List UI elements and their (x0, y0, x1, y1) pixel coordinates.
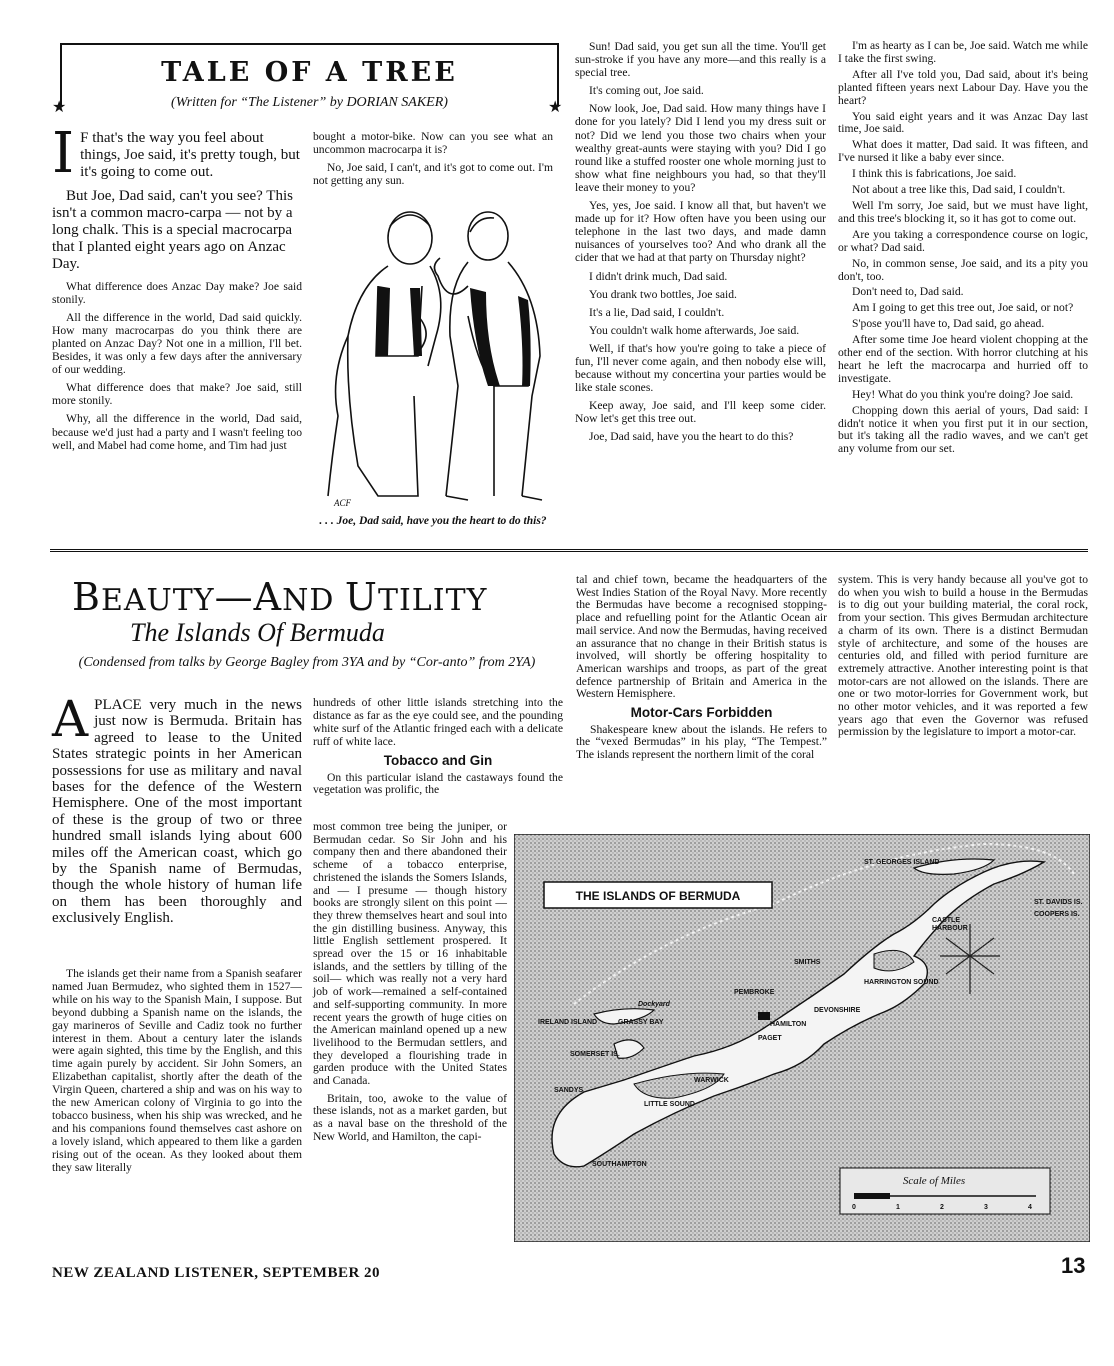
map-scale-label: Scale of Miles (902, 1175, 966, 1187)
beauty-subtitle: The Islands Of Bermuda (130, 618, 385, 647)
tale-byline: (Written for “The Listener” by DORIAN SAKER) (171, 95, 448, 110)
map-label-little-sound: LITTLE SOUND (644, 1101, 695, 1108)
paragraph: After some time Joe heard violent chopping at the other end of the section. With horror clutching at his heart he left the macrocarpa and hurried off to investigate. (838, 333, 1088, 385)
map-title: THE ISLANDS OF BERMUDA (575, 889, 741, 903)
paragraph: Hey! What do you think you're doing? Joe said. (852, 387, 1074, 401)
paragraph: Keep away, Joe said, and I'll keep some cider. Now let's get this tree out. (575, 399, 826, 426)
map-label-harbour: HARBOUR (932, 925, 968, 932)
paragraph: Am I going to get this tree out, Joe said, or not? (852, 301, 1074, 315)
beauty-column-4 (838, 574, 1088, 744)
paragraph: PLACE very much in the news just now is Bermuda. Britain has agreed to lease to the United States strategic points in her American possessions for use as military and naval bases for the defence of the Western Hemisphere. One of the most important of these is the group of two or three hundred small islands lying about 600 miles off the American coast, which go by the Spanish name of Bermudas, though the whole history of human life on them has been thoroughly and exclusively English. (52, 697, 302, 927)
map-label-harrington-sound: HARRINGTON SOUND (864, 979, 939, 986)
paragraph: Don't need to, Dad said. (852, 285, 964, 299)
paragraph: F that's the way you feel about things, Joe said, it's pretty tough, but it's going to come out. (80, 130, 300, 181)
paragraph: I didn't drink much, Dad said. (589, 269, 728, 283)
paragraph: After all I've told you, Dad said, about it's being planted fifteen years next Labour Day. Have you the heart? (838, 67, 1088, 107)
map-label-warwick: WARWICK (694, 1077, 729, 1084)
map-label-hamilton: HAMILTON (770, 1021, 807, 1028)
map-scale-tick: 3 (984, 1204, 988, 1211)
map-label-grassy-bay: GRASSY BAY (618, 1019, 664, 1026)
beauty-column-1 (52, 968, 302, 1180)
star-icon: ★ (548, 99, 563, 116)
section-divider (50, 549, 1088, 554)
paragraph: I'm as hearty as I can be, Joe said. Watch me while I take the first swing. (838, 39, 1088, 65)
subhead-tobacco-and-gin: Tobacco and Gin (383, 752, 493, 768)
paragraph: I think this is fabrications, Joe said. (852, 167, 1017, 181)
beauty-dropcap: A (52, 690, 89, 748)
illustration-two-men (318, 196, 550, 514)
paragraph: hundreds of other little islands stretching into the distance as far as the eye could see, and the pounding white surf of the Atlantic fringed each with a delicate ruff of white lace. (313, 696, 563, 748)
paragraph: On this particular island the castaways found the vegetation was prolific, the (313, 770, 563, 797)
artist-signature: ACF (334, 498, 351, 508)
paragraph: You said eight years and it was Anzac Day last time, Joe said. (838, 109, 1088, 136)
tale-title: TALE OF A TREE (161, 57, 458, 88)
map-label-paget: PAGET (758, 1035, 782, 1042)
page-number: 13 (1061, 1253, 1086, 1278)
paragraph: It's a lie, Dad said, I couldn't. (589, 305, 725, 319)
map-label-dockyard: Dockyard (638, 1001, 670, 1008)
map-label-st-georges: ST. GEORGES ISLAND (864, 859, 940, 866)
map-scale-tick: 1 (896, 1204, 900, 1211)
paragraph: most common tree being the juniper, or Bermudan cedar. So Sir John and his company then and there abandoned their scheme of a tobacco enterprise, christened the islands the Somers Islands, and — I presume — though history books are strongly silent on this point —they threw themselves heart and soul into the gin distilling business. Anyway, this little English settlement prospered. It spread over the 15 or 16 inhabitable islands, and the settlers by tilling of the soil— which was really not a very hard job of work—remained a self-contained and self-supporting community. In more recent years the growth of huge cities on the American mainland opened up a new livelihood to the Bermudan settlers, and they developed a flourishing trade in garden produce with the United States and Canada. (313, 820, 507, 1088)
paragraph: Are you taking a correspondence course on logic, or what? Dad said. (838, 227, 1088, 254)
title-part: EAUTY (100, 583, 215, 618)
paragraph: system. This is very handy because all you've got to do when you wish to build a house in the Bermudas is to dig out your building material, the coral rock, from your section. This gives Bermudan architecture a charm of its own. There is a distinct Bermudan style of architecture, and some of the houses are centuries old, and filled with period furniture are extremely attractive. Another interesting point is that motor-cars are not allowed on the islands. There are one or two motor-lorries for Government work, but no other motor vehicles, and it was reported a few years ago that even the Governor was refused permission by the legislature to import a motor-car. (838, 573, 1088, 739)
illustration-caption: . . . Joe, Dad said, have you the heart to do this? (319, 515, 547, 527)
subhead-motor-cars-forbidden: Motor-Cars Forbidden (630, 705, 773, 721)
map-scale-segment (854, 1193, 890, 1199)
paragraph: S'pose you'll have to, Dad said, go ahead. (852, 317, 1045, 331)
beauty-column-3 (576, 574, 827, 767)
footer-masthead: NEW ZEALAND LISTENER, SEPTEMBER 20 (52, 1265, 381, 1281)
beauty-column-2-narrow (313, 821, 507, 1149)
map-label-coopers: COOPERS IS. (1034, 911, 1080, 918)
paragraph: Britain, too, awoke to the value of these islands, not as a market garden, but as a naval base on the threshold of the New World, and Hamilton, the capi- (313, 1091, 507, 1143)
map-label-sandys: SANDYS (554, 1087, 584, 1094)
map-scale-tick: 0 (852, 1204, 856, 1211)
title-part: U (344, 575, 378, 619)
title-part: — (214, 575, 254, 619)
paragraph: Shakespeare knew about the islands. He refers to the “vexed Bermudas” in his play, “The Tempest.” The islands represent the northern limit of the coral (576, 722, 827, 762)
tale-lead (52, 121, 302, 274)
tale-dropcap: I (52, 121, 75, 186)
beauty-title (72, 575, 487, 619)
tale-column-3 (575, 40, 826, 449)
tale-column-1 (52, 121, 302, 457)
map-label-smiths: SMITHS (794, 959, 821, 966)
paragraph: All the difference in the world, Dad said quickly. How many macrocarpas do you think there are planted on Anzac Day? Not one in a million, I'll bet. Besides, it was only a few days after the anniversary of our wedding. (52, 310, 302, 377)
bermuda-map (514, 834, 1090, 1242)
title-part: B (72, 575, 101, 619)
paragraph: No, in common sense, Joe said, and its a pity you don't, too. (838, 256, 1088, 283)
map-scale-tick: 4 (1028, 1204, 1032, 1211)
tale-column-2 (313, 130, 553, 192)
paragraph: Now look, Joe, Dad said. How many things have I done for you lately? Did I lend you my dress suit or not? Did we lend you those two chairs when your wealthy great-aunts were staying with you? Did I go round like a stuffed rooster one whole morning just to show what fine neighbours you had, so that they'll leave their money to you? (575, 102, 826, 194)
paragraph: What difference does that make? Joe said, still more stonily. (52, 381, 302, 408)
map-label-somerset: SOMERSET IS. (570, 1051, 620, 1058)
beauty-lead (52, 690, 302, 933)
paragraph: Yes, yes, Joe said. I know all that, but haven't we made up for it? How often have you been using our telephone in the last two days, and made damn nuisances of yourselves too? And who drank all the cider that we had at that party on Thursday night? (575, 199, 826, 265)
map-label-ireland-island: IRELAND ISLAND (538, 1019, 598, 1026)
paragraph: You drank two bottles, Joe said. (589, 287, 737, 301)
paragraph: What difference does Anzac Day make? Joe said stonily. (52, 279, 302, 306)
paragraph: Chopping down this aerial of yours, Dad said: I didn't notice it when you first put it in our section, but it's taking all the radio waves, and we can't get any volume from our set. (838, 403, 1088, 456)
paragraph: Sun! Dad said, you get sun all the time. You'll get sun-stroke if you have any more—and this really is a special tree. (575, 40, 826, 80)
paragraph: You couldn't walk home afterwards, Joe said. (589, 323, 800, 337)
paragraph: Well I'm sorry, Joe said, but we must have light, and this tree's blocking it, so it has got to come out. (838, 198, 1088, 225)
title-part: TILITY (377, 583, 488, 618)
map-label-devonshire: DEVONSHIRE (814, 1007, 861, 1014)
map-label-southampton: SOUTHAMPTON (592, 1161, 647, 1168)
beauty-column-2 (313, 697, 563, 802)
paragraph: Not about a tree like this, Dad said, I couldn't. (852, 183, 1066, 197)
map-label-pembroke: PEMBROKE (734, 989, 775, 996)
star-icon: ★ (52, 99, 67, 116)
paragraph: No, Joe said, I can't, and it's got to come out. I'm not getting any sun. (313, 161, 553, 188)
paragraph: Joe, Dad said, have you the heart to do this? (589, 430, 794, 444)
paragraph: The islands get their name from a Spanish seafarer named Juan Bermudez, who sighted them in 1527—while on his way to the Spanish Main, I suppose. But beyond dubbing a Spanish name on the islands, the gay marineros of Seville and Cadiz took no further interest in them. About a century later the islands were again sighted, this time by the English, and this time again purely by accident. Sir John Somers, an Elizabethan capitalist, shortly after the death of the Virgin Queen, chartered a ship and was on his way to the new American colony of Virginia to go into the tobacco business, when his ship was wrecked, and he and his companions found themselves cast ashore on a lovely island, which appeared to them like a garden rising out of the ocean. As they looked about them they saw literally (52, 967, 302, 1174)
paragraph: bought a motor-bike. Now can you see what an uncommon macrocarpa it is? (313, 130, 553, 157)
paragraph: It's coming out, Joe said. (589, 84, 704, 98)
paragraph: What does it matter, Dad said. It was fifteen, and I've nursed it like a baby ever since. (838, 138, 1088, 165)
tale-column-4 (838, 40, 1088, 459)
title-part: A (253, 575, 283, 619)
map-label-st-davids: ST. DAVIDS IS. (1034, 899, 1083, 906)
title-part: ND (282, 583, 345, 618)
map-scale-tick: 2 (940, 1204, 944, 1211)
beauty-credit: (Condensed from talks by George Bagley from 3YA and by “Cor-anto” from 2YA) (78, 655, 536, 670)
paragraph: tal and chief town, became the headquarters of the West Indies Station of the Royal Navy. More recently the Bermudas have become a recognised stopping-place and refuelling point for the Atlantic Ocean air mail service. And now the Bermudas, having received an assurance that no change in their British status is involved, will shortly be offering hospitality to American warships and troops, as part of the great defence partnership of Britain and America in the Western Hemisphere. (576, 573, 827, 701)
paragraph: But Joe, Dad said, can't you see? This isn't a common macro-carpa — not by a long chalk. This is a special macrocarpa that I planted eight years ago on Anzac Day. (52, 187, 293, 273)
paragraph: Why, all the difference in the world, Dad said, because we'd just had a party and I wasn't feeling too well, and Mabel had come home, and Tim had just (52, 412, 302, 452)
paragraph: Well, if that's how you're going to take a piece of fun, I'll never come again, and then nobody else will, because without my concertina your parties would be like stale scones. (575, 341, 826, 395)
map-label-castle: CASTLE (932, 917, 960, 924)
map-hamilton-town (758, 1012, 770, 1020)
